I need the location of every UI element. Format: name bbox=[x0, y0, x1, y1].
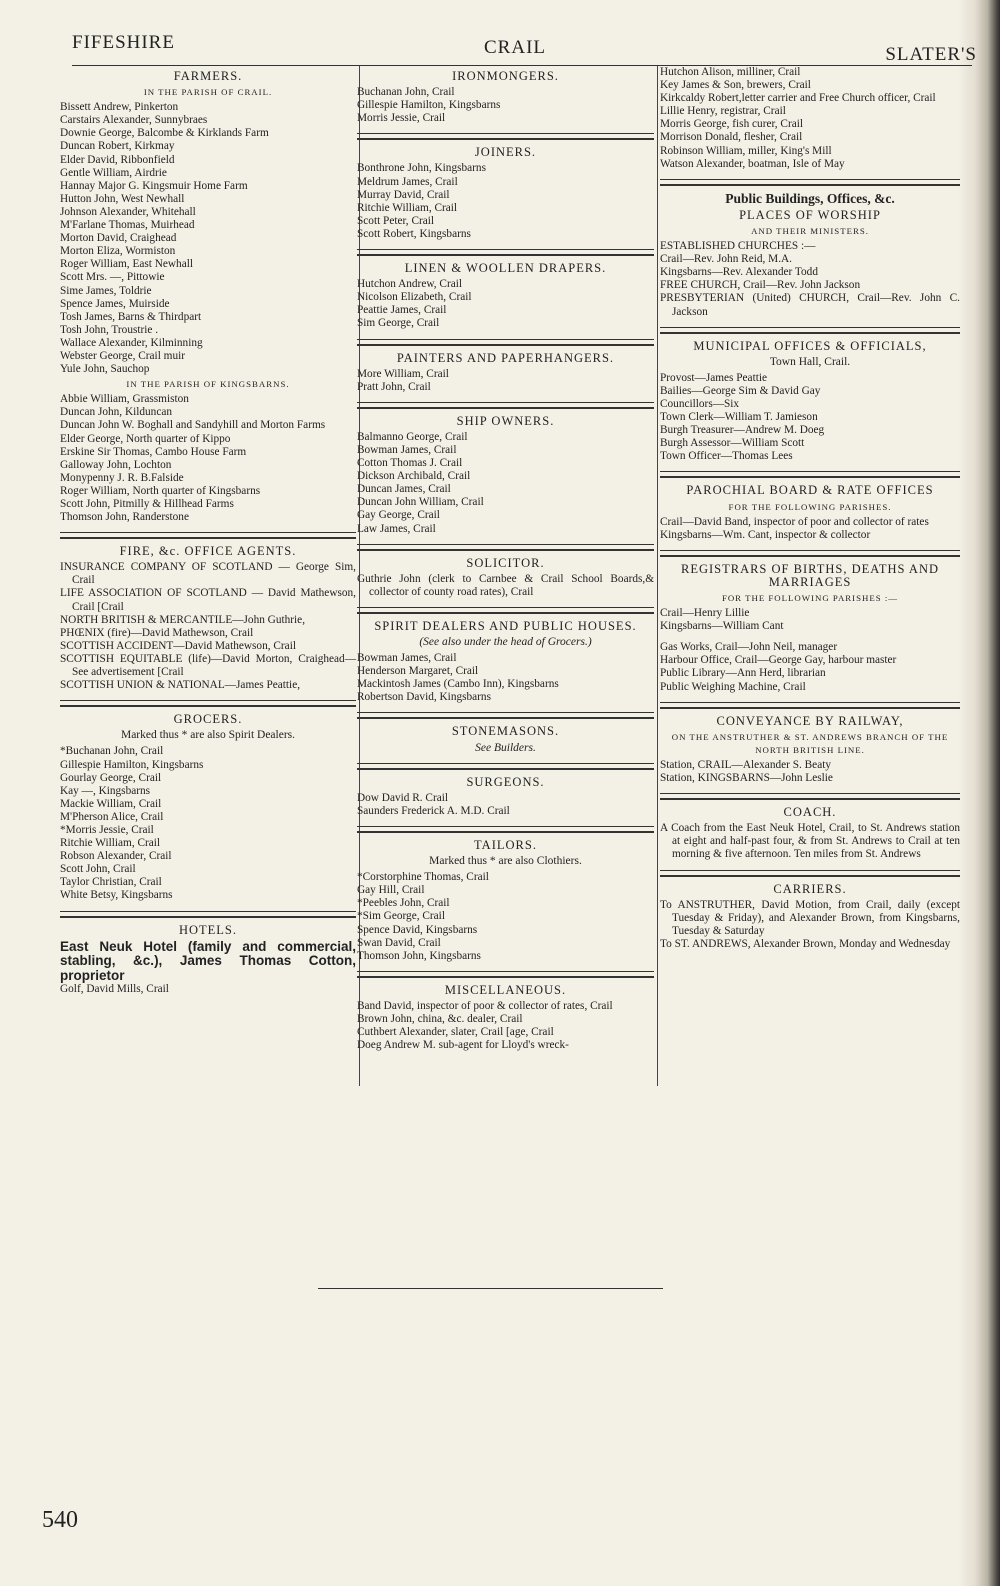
directory-entry: Public Library—Ann Herd, librarian bbox=[660, 667, 826, 680]
directory-entry: Brown John, china, &c. dealer, Crail bbox=[357, 1012, 523, 1025]
directory-entry: Johnson Alexander, Whitehall bbox=[60, 205, 196, 218]
directory-entry: Duncan John William, Crail bbox=[357, 496, 484, 509]
section-divider bbox=[357, 607, 654, 614]
directory-entry: Thomson John, Randerstone bbox=[60, 511, 189, 524]
directory-entry: FREE CHURCH, Crail—Rev. John Jackson bbox=[660, 279, 861, 292]
directory-entry: Morrison Donald, flesher, Crail bbox=[660, 131, 803, 144]
directory-entry: Murray David, Crail bbox=[357, 188, 450, 201]
directory-entry: Kingsbarns—Wm. Cant, inspector & collector bbox=[660, 528, 871, 541]
section-heading: SPIRIT DEALERS AND PUBLIC HOUSES. bbox=[374, 618, 637, 633]
section-subheading: IN THE PARISH OF KINGSBARNS. bbox=[126, 379, 290, 390]
directory-entry: A Coach from the East Neuk Hotel, Crail, to St. Andrews station at eight and half-past four, & from St. Andrews to Crail at ten morning & five afternoon. Ten miles from St. Andrews bbox=[660, 822, 960, 861]
section-subheading: IN THE PARISH OF CRAIL. bbox=[143, 87, 273, 98]
directory-column-3 bbox=[660, 66, 960, 953]
directory-entry: Band David, inspector of poor & collector of rates, Crail bbox=[357, 999, 613, 1012]
directory-entry: M'Farlane Thomas, Muirhead bbox=[60, 219, 195, 232]
directory-entry: Station, KINGSBARNS—John Leslie bbox=[660, 772, 833, 785]
directory-entry: Crail—Rev. John Reid, M.A. bbox=[660, 253, 792, 266]
section-divider bbox=[357, 544, 654, 551]
directory-entry: Swan David, Crail bbox=[357, 936, 441, 949]
section-divider bbox=[357, 826, 654, 833]
directory-entry: Cuthbert Alexander, slater, Crail [age, Crail bbox=[357, 1026, 554, 1039]
section-heading: MUNICIPAL OFFICES & OFFICIALS, bbox=[693, 338, 927, 353]
directory-entry: Abbie William, Grassmiston bbox=[60, 393, 189, 406]
directory-entry: Harbour Office, Crail—George Gay, harbour master bbox=[660, 654, 897, 667]
directory-entry: Cotton Thomas J. Crail bbox=[357, 457, 463, 470]
directory-entry: *Corstorphine Thomas, Crail bbox=[357, 871, 489, 884]
directory-section bbox=[357, 620, 654, 705]
section-divider bbox=[660, 179, 960, 186]
section-note: Marked thus * are also Clothiers. bbox=[429, 855, 582, 868]
section-divider bbox=[357, 339, 654, 346]
section-heading: CONVEYANCE BY RAILWAY, bbox=[716, 713, 904, 728]
section-divider bbox=[357, 712, 654, 719]
section-divider bbox=[660, 327, 960, 334]
directory-entry: Spence James, Muirside bbox=[60, 297, 170, 310]
section-heading: SHIP OWNERS. bbox=[456, 413, 555, 428]
directory-entry: Thomson John, Kingsbarns bbox=[357, 949, 481, 962]
directory-entry: SCOTTISH ACCIDENT—David Mathewson, Crail bbox=[60, 639, 296, 652]
directory-entry: Scott Peter, Crail bbox=[357, 214, 435, 227]
section-divider bbox=[357, 971, 654, 978]
directory-entry: Yule John, Sauchop bbox=[60, 363, 150, 376]
directory-entry: Spence David, Kingsbarns bbox=[357, 923, 478, 936]
directory-entry: Buchanan John, Crail bbox=[357, 86, 455, 99]
directory-entry: Doeg Andrew M. sub-agent for Lloyd's wreck- bbox=[357, 1039, 569, 1052]
directory-entry: *Peebles John, Crail bbox=[357, 897, 450, 910]
section-divider bbox=[660, 793, 960, 800]
section-note: See Builders. bbox=[475, 741, 536, 754]
section-heading: STONEMASONS. bbox=[451, 724, 560, 739]
section-divider bbox=[60, 700, 356, 707]
directory-entry: Dickson Archibald, Crail bbox=[357, 470, 471, 483]
directory-entry: Bonthrone John, Kingsbarns bbox=[357, 162, 486, 175]
directory-entry: Roger William, East Newhall bbox=[60, 258, 193, 271]
section-heading: PLACES OF WORSHIP bbox=[739, 207, 881, 222]
directory-entry: Crail—David Band, inspector of poor and collector of rates bbox=[660, 515, 929, 528]
directory-entry: Lillie Henry, registrar, Crail bbox=[660, 105, 786, 118]
directory-entry: Gas Works, Crail—John Neil, manager bbox=[660, 641, 838, 654]
directory-section bbox=[60, 70, 356, 524]
directory-entry: Bowman James, Crail bbox=[357, 652, 457, 665]
directory-section bbox=[660, 340, 960, 464]
directory-section bbox=[660, 806, 960, 861]
directory-entry: Scott John, Crail bbox=[60, 863, 136, 876]
section-subheading: FOR THE FOLLOWING PARISHES :— bbox=[721, 593, 899, 603]
directory-entry: Ritchie William, Crail bbox=[60, 837, 161, 850]
directory-entry: Carstairs Alexander, Sunnybraes bbox=[60, 114, 208, 127]
directory-entry: Scott Mrs. —, Pittowie bbox=[60, 271, 165, 284]
book-binding-shadow bbox=[958, 0, 1000, 1586]
section-divider bbox=[357, 133, 654, 140]
directory-entry: Wallace Alexander, Kilminning bbox=[60, 336, 203, 349]
section-heading-bold: Public Buildings, Offices, &c. bbox=[725, 190, 895, 206]
directory-entry: Duncan Robert, Kirkmay bbox=[60, 140, 175, 153]
directory-entry: Gay George, Crail bbox=[357, 509, 440, 522]
directory-entry: Downie George, Balcombe & Kirklands Farm bbox=[60, 127, 269, 140]
directory-entry: Law James, Crail bbox=[357, 522, 436, 535]
directory-entry: Henderson Margaret, Crail bbox=[357, 665, 479, 678]
directory-section bbox=[357, 352, 654, 394]
section-divider bbox=[60, 532, 356, 539]
directory-entry: Tosh John, Troustrie . bbox=[60, 323, 159, 336]
section-heading: MISCELLANEOUS. bbox=[444, 982, 567, 997]
section-note: Town Hall, Crail. bbox=[769, 355, 851, 368]
directory-entry: INSURANCE COMPANY OF SCOTLAND — George Sim, Crail bbox=[60, 561, 356, 587]
section-heading: SOLICITOR. bbox=[466, 555, 545, 570]
directory-entry: LIFE ASSOCIATION OF SCOTLAND — David Mathewson, Crail [Crail bbox=[60, 587, 356, 613]
directory-entry: Robson Alexander, Crail bbox=[60, 850, 172, 863]
directory-section bbox=[357, 262, 654, 330]
directory-entry: Duncan John, Kilduncan bbox=[60, 406, 173, 419]
directory-entry: Watson Alexander, boatman, Isle of May bbox=[660, 157, 845, 170]
directory-section bbox=[660, 883, 960, 951]
directory-entry: PRESBYTERIAN (United) CHURCH, Crail—Rev. John C. Jackson bbox=[660, 292, 960, 318]
directory-entry: Town Officer—Thomas Lees bbox=[660, 450, 793, 463]
section-divider bbox=[660, 870, 960, 877]
directory-entry: Gentle William, Airdrie bbox=[60, 166, 167, 179]
directory-entry: Councillors—Six bbox=[660, 397, 740, 410]
hotel-entry: East Neuk Hotel (family and commercial, stabling, &c.), James Thomas Cotton, proprietor bbox=[60, 938, 356, 983]
directory-entry: *Buchanan John, Crail bbox=[60, 745, 164, 758]
directory-entry: *Sim George, Crail bbox=[357, 910, 445, 923]
directory-section bbox=[357, 146, 654, 241]
directory-section bbox=[357, 725, 654, 754]
section-divider bbox=[660, 702, 960, 709]
section-heading: GROCERS. bbox=[173, 712, 243, 727]
directory-entry: Bowman James, Crail bbox=[357, 443, 457, 456]
directory-section bbox=[60, 713, 356, 902]
entry-group-gap bbox=[660, 633, 960, 641]
directory-entry: Taylor Christian, Crail bbox=[60, 876, 162, 889]
directory-entry: Mackie William, Crail bbox=[60, 797, 162, 810]
section-heading: FARMERS. bbox=[173, 69, 243, 83]
directory-entry: Kingsbarns—William Cant bbox=[660, 620, 784, 633]
directory-entry: Robertson David, Kingsbarns bbox=[357, 691, 491, 704]
directory-section bbox=[357, 70, 654, 125]
directory-entry: Burgh Assessor—William Scott bbox=[660, 437, 805, 450]
directory-entry: Crail—Henry Lillie bbox=[660, 607, 750, 620]
section-heading: PAROCHIAL BOARD & RATE OFFICES bbox=[686, 483, 934, 498]
section-divider bbox=[357, 402, 654, 409]
directory-entry: Provost—James Peattie bbox=[660, 371, 767, 384]
directory-entry: Public Weighing Machine, Crail bbox=[660, 680, 806, 693]
directory-entry: Webster George, Crail muir bbox=[60, 349, 185, 362]
directory-entry: Monypenny J. R. B.Falside bbox=[60, 471, 184, 484]
directory-entry: Gillespie Hamilton, Kingsbarns bbox=[357, 99, 501, 112]
directory-entry: Key James & Son, brewers, Crail bbox=[660, 79, 811, 92]
section-note: Marked thus * are also Spirit Dealers. bbox=[120, 729, 296, 742]
directory-entry: White Betsy, Kingsbarns bbox=[60, 889, 173, 902]
directory-entry: Morton David, Craighead bbox=[60, 232, 177, 245]
directory-entry: Mackintosh James (Cambo Inn), Kingsbarns bbox=[357, 678, 559, 691]
directory-entry: Robinson William, miller, King's Mill bbox=[660, 144, 832, 157]
directory-entry: Scott Robert, Kingsbarns bbox=[357, 227, 471, 240]
directory-section bbox=[660, 563, 960, 694]
running-head-town: CRAIL bbox=[484, 37, 546, 58]
section-divider bbox=[60, 911, 356, 918]
directory-entry: Dow David R. Crail bbox=[357, 791, 448, 804]
directory-section bbox=[60, 924, 356, 997]
section-subheading: ON THE ANSTRUTHER & ST. ANDREWS BRANCH OF THE NORTH BRITISH LINE. bbox=[671, 731, 949, 755]
directory-entry: Morris George, fish curer, Crail bbox=[660, 118, 804, 131]
directory-entry: Morton Eliza, Wormiston bbox=[60, 245, 176, 258]
section-heading: CARRIERS. bbox=[773, 881, 847, 896]
directory-entry: Town Clerk—William T. Jamieson bbox=[660, 411, 818, 424]
directory-entry: To ST. ANDREWS, Alexander Brown, Monday and Wednesday bbox=[660, 937, 951, 950]
directory-entry: Sim George, Crail bbox=[357, 317, 440, 330]
directory-entry: Roger William, North quarter of Kingsbarns bbox=[60, 484, 261, 497]
directory-entry: SCOTTISH UNION & NATIONAL—James Peattie, bbox=[60, 679, 301, 692]
directory-section bbox=[357, 839, 654, 963]
directory-entry: M'Pherson Alice, Crail bbox=[60, 810, 164, 823]
directory-section bbox=[660, 192, 960, 319]
directory-section bbox=[357, 557, 654, 599]
directory-section bbox=[60, 545, 356, 692]
directory-entry: Hutchon Andrew, Crail bbox=[357, 278, 462, 291]
directory-section bbox=[660, 484, 960, 541]
directory-entry: Nicolson Elizabeth, Crail bbox=[357, 291, 472, 304]
directory-entry: Duncan John W. Boghall and Sandyhill and Morton Farms bbox=[60, 419, 326, 432]
directory-entry: Meldrum James, Crail bbox=[357, 175, 458, 188]
directory-column-2 bbox=[357, 66, 654, 1054]
section-subheading: AND THEIR MINISTERS. bbox=[751, 225, 869, 236]
directory-entry: Elder George, North quarter of Kippo bbox=[60, 432, 231, 445]
directory-entry: *Morris Jessie, Crail bbox=[60, 823, 154, 836]
directory-entry: Bissett Andrew, Pinkerton bbox=[60, 101, 179, 114]
directory-entry: Elder David, Ribbonfield bbox=[60, 153, 175, 166]
directory-entry: Morris Jessie, Crail bbox=[357, 112, 446, 125]
directory-entry: Hannay Major G. Kingsmuir Home Farm bbox=[60, 179, 248, 192]
directory-entry: Kingsbarns—Rev. Alexander Todd bbox=[660, 266, 818, 279]
directory-column-1 bbox=[60, 66, 356, 998]
section-heading: REGISTRARS OF BIRTHS, DEATHS AND MARRIAGES bbox=[680, 561, 940, 589]
directory-entry: Golf, David Mills, Crail bbox=[60, 983, 169, 996]
section-heading: COACH. bbox=[783, 805, 837, 820]
section-subheading: FOR THE FOLLOWING PARISHES. bbox=[728, 501, 892, 512]
section-note: (See also under the head of Grocers.) bbox=[419, 636, 592, 648]
page-number: 540 bbox=[42, 1507, 78, 1533]
section-heading: JOINERS. bbox=[474, 145, 537, 160]
directory-entry: Peattie James, Crail bbox=[357, 304, 447, 317]
directory-entry: Burgh Treasurer—Andrew M. Doeg bbox=[660, 424, 825, 437]
section-heading: PAINTERS AND PAPERHANGERS. bbox=[396, 350, 615, 365]
section-heading: FIRE, &c. OFFICE AGENTS. bbox=[119, 544, 297, 559]
footer-rule bbox=[318, 1288, 663, 1289]
section-heading: HOTELS. bbox=[178, 922, 238, 937]
directory-section bbox=[660, 66, 960, 171]
directory-entry: SCOTTISH EQUITABLE (life)—David Morton, Craighead—See advertisement [Crail bbox=[60, 652, 356, 679]
directory-section bbox=[357, 776, 654, 818]
directory-entry: Hutchon Alison, milliner, Crail bbox=[660, 66, 801, 78]
column-divider bbox=[657, 66, 658, 1086]
directory-entry: ESTABLISHED CHURCHES :— bbox=[660, 240, 816, 253]
section-heading: SURGEONS. bbox=[466, 774, 545, 789]
directory-entry: NORTH BRITISH & MERCANTILE—John Guthrie, bbox=[60, 613, 306, 626]
directory-entry: Kay —, Kingsbarns bbox=[60, 784, 151, 797]
directory-entry: PHŒNIX (fire)—David Mathewson, Crail bbox=[60, 626, 254, 639]
directory-entry: Tosh James, Barns & Thirdpart bbox=[60, 310, 202, 323]
running-head-county: FIFESHIRE bbox=[72, 32, 175, 53]
section-heading: LINEN & WOOLLEN DRAPERS. bbox=[404, 261, 607, 276]
directory-section bbox=[357, 415, 654, 536]
directory-entry: Bailies—George Sim & David Gay bbox=[660, 384, 821, 397]
section-divider bbox=[357, 763, 654, 770]
directory-entry: Erskine Sir Thomas, Cambo House Farm bbox=[60, 445, 247, 458]
directory-entry: Hutton John, West Newhall bbox=[60, 192, 185, 205]
directory-entry: Scott John, Pitmilly & Hillhead Farms bbox=[60, 498, 234, 510]
directory-entry: Ritchie William, Crail bbox=[357, 201, 458, 214]
section-divider bbox=[357, 249, 654, 256]
directory-entry: Pratt John, Crail bbox=[357, 380, 431, 393]
directory-entry: To ANSTRUTHER, David Motion, from Crail, daily (except Tuesday & Friday), and Alexander Brown, from Kingsbarns, Tuesday & Saturday bbox=[660, 898, 960, 937]
directory-entry: Gillespie Hamilton, Kingsbarns bbox=[60, 758, 204, 771]
directory-entry: Balmanno George, Crail bbox=[357, 430, 468, 443]
directory-entry: Kirkcaldy Robert,letter carrier and Free Church officer, Crail bbox=[660, 92, 936, 105]
section-heading: IRONMONGERS. bbox=[452, 69, 559, 83]
directory-entry: Saunders Frederick A. M.D. Crail bbox=[357, 804, 510, 817]
section-divider bbox=[660, 550, 960, 557]
directory-entry: More William, Crail bbox=[357, 367, 449, 380]
directory-entry: Gay Hill, Crail bbox=[357, 884, 425, 897]
section-divider bbox=[660, 471, 960, 478]
directory-entry: Guthrie John (clerk to Carnbee & Crail School Boards,& collector of county road rates), Crail bbox=[357, 572, 654, 598]
directory-entry: Duncan James, Crail bbox=[357, 483, 451, 496]
directory-entry: Gourlay George, Crail bbox=[60, 771, 162, 784]
directory-section bbox=[660, 715, 960, 785]
section-heading: TAILORS. bbox=[474, 837, 537, 852]
directory-entry: Station, CRAIL—Alexander S. Beaty bbox=[660, 758, 831, 771]
running-head-publisher: SLATER'S bbox=[885, 44, 977, 65]
directory-entry: Sime James, Toldrie bbox=[60, 284, 152, 297]
directory-entry: Galloway John, Lochton bbox=[60, 458, 172, 471]
directory-section bbox=[357, 984, 654, 1052]
